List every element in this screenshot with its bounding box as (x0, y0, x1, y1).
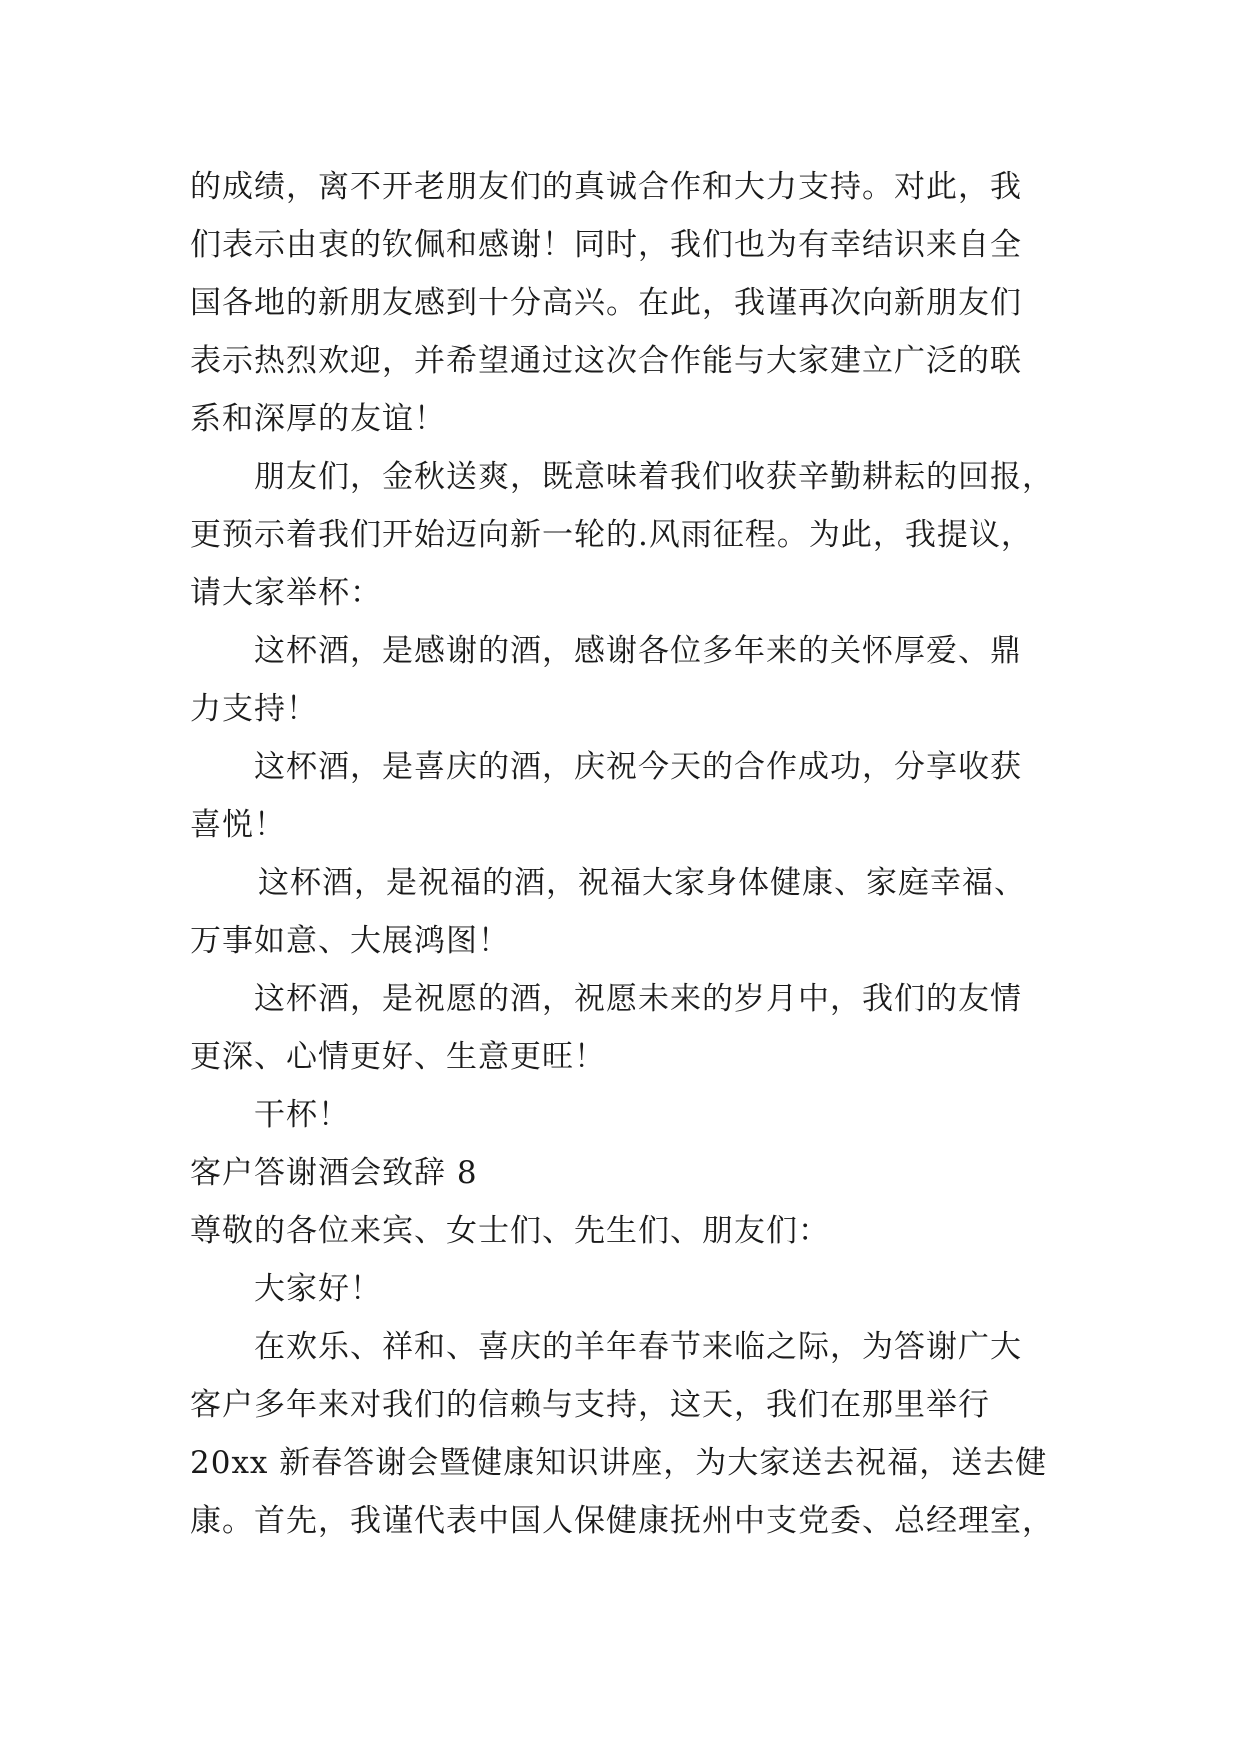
greeting-line: 大家好！ (254, 1271, 382, 1307)
text-line: 客户多年来对我们的信赖与支持，这天，我们在那里举行 (190, 1387, 990, 1423)
salutation-line: 尊敬的各位来宾、女士们、先生们、朋友们： (190, 1213, 830, 1249)
text-line: 更预示着我们开始迈向新一轮的.风雨征程。为此，我提议， (190, 517, 1033, 553)
text-line: 康。首先，我谨代表中国人保健康抚州中支党委、总经理室， (190, 1503, 1054, 1539)
text-line: 力支持！ (190, 691, 318, 727)
text-line: 系和深厚的友谊！ (190, 401, 446, 437)
paragraph-start-line: 朋友们，金秋送爽，既意味着我们收获辛勤耕耘的回报， (254, 459, 1054, 495)
text-line: 20xx 新春答谢会暨健康知识讲座，为大家送去祝福，送去健 (190, 1445, 1048, 1481)
paragraph-start-line: 在欢乐、祥和、喜庆的羊年春节来临之际，为答谢广大 (254, 1329, 1022, 1365)
paragraph-start-line: 干杯！ (254, 1097, 350, 1133)
text-line: 的成绩，离不开老朋友们的真诚合作和大力支持。对此，我 (190, 169, 1022, 205)
text-line: 们表示由衷的钦佩和感谢！同时，我们也为有幸结识来自全 (190, 227, 1022, 263)
paragraph-start-line: 这杯酒，是祝福的酒，祝福大家身体健康、家庭幸福、 (258, 865, 1026, 901)
text-line: 表示热烈欢迎，并希望通过这次合作能与大家建立广泛的联 (190, 343, 1022, 379)
text-line: 万事如意、大展鸿图！ (190, 923, 510, 959)
document-body (190, 158, 1070, 1550)
paragraph-start-line: 这杯酒，是喜庆的酒，庆祝今天的合作成功，分享收获 (254, 749, 1022, 785)
text-line: 更深、心情更好、生意更旺！ (190, 1039, 606, 1075)
text-line: 喜悦！ (190, 807, 286, 843)
paragraph-start-line: 这杯酒，是感谢的酒，感谢各位多年来的关怀厚爱、鼎 (254, 633, 1022, 669)
paragraph-start-line: 这杯酒，是祝愿的酒，祝愿未来的岁月中，我们的友情 (254, 981, 1022, 1017)
section-heading: 客户答谢酒会致辞 8 (190, 1155, 478, 1191)
text-line: 国各地的新朋友感到十分高兴。在此，我谨再次向新朋友们 (190, 285, 1022, 321)
text-line: 请大家举杯： (190, 575, 382, 611)
